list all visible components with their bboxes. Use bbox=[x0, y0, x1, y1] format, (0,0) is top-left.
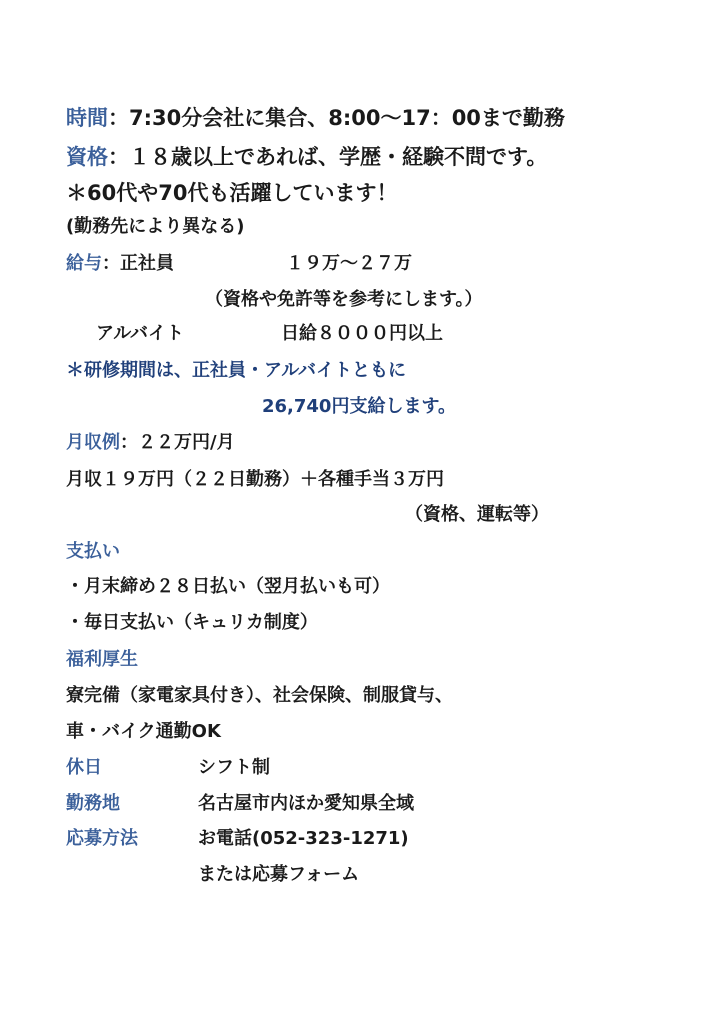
salary-parttime-value: 日給８０００円以上 bbox=[281, 323, 443, 344]
salary-fulltime-note: （資格や免許等を参考にします。） bbox=[205, 289, 483, 310]
qualification-line bbox=[66, 147, 547, 168]
time-label: 時間 bbox=[66, 106, 108, 130]
salary-sep: ： bbox=[102, 253, 120, 274]
payment-item: ・毎日支払い（キュリカ制度） bbox=[66, 612, 318, 633]
monthly-breakdown-note: （資格、運転等） bbox=[405, 504, 549, 525]
welfare-line1: 寮完備（家電家具付き）、社会保険、制服貸与、 bbox=[66, 685, 453, 706]
time-value: 7:30分会社に集合、8:00〜17：00まで勤務 bbox=[129, 106, 565, 130]
qualification-value: １８歳以上であれば、学歴・経験不問です。 bbox=[129, 145, 548, 169]
qualification-note2: (勤務先により異なる) bbox=[66, 216, 245, 237]
location-label: 勤務地 bbox=[66, 793, 120, 814]
payment-item: ・月末締め２８日払い（翌月払いも可） bbox=[66, 576, 390, 597]
apply-phone: お電話(052-323-1271) bbox=[198, 828, 409, 849]
location-value: 名古屋市内ほか愛知県全域 bbox=[198, 793, 414, 814]
welfare-label: 福利厚生 bbox=[66, 649, 138, 670]
training-note-2: 26,740円支給します。 bbox=[262, 396, 457, 417]
monthly-example-label: 月収例 bbox=[66, 432, 120, 453]
qualification-sep: ： bbox=[108, 145, 129, 169]
monthly-breakdown: 月収１９万円（２２日勤務）＋各種手当３万円 bbox=[66, 469, 444, 490]
qualification-note1: ＊60代や70代も活躍しています！ bbox=[66, 181, 398, 205]
holiday-value: シフト制 bbox=[198, 757, 270, 778]
time-sep: ： bbox=[108, 106, 129, 130]
monthly-example-value: ２２万円/月 bbox=[138, 432, 235, 453]
training-note-1: ＊研修期間は、正社員・アルバイトともに bbox=[66, 360, 407, 381]
salary-parttime-label: アルバイト bbox=[96, 323, 185, 344]
apply-form: または応募フォーム bbox=[198, 864, 360, 885]
payment-label: 支払い bbox=[66, 541, 120, 562]
qualification-label: 資格 bbox=[66, 145, 108, 169]
welfare-line2: 車・バイク通勤OK bbox=[66, 721, 221, 742]
salary-label: 給与 bbox=[66, 253, 102, 274]
holiday-label: 休日 bbox=[66, 757, 102, 778]
salary-fulltime-label: 正社員 bbox=[120, 253, 174, 274]
salary-fulltime-value: １９万〜２７万 bbox=[286, 253, 412, 274]
monthly-example-line bbox=[66, 434, 235, 452]
time-line bbox=[66, 108, 565, 129]
apply-label: 応募方法 bbox=[66, 828, 138, 849]
salary-line bbox=[66, 255, 174, 273]
monthly-example-sep: ： bbox=[120, 432, 138, 453]
